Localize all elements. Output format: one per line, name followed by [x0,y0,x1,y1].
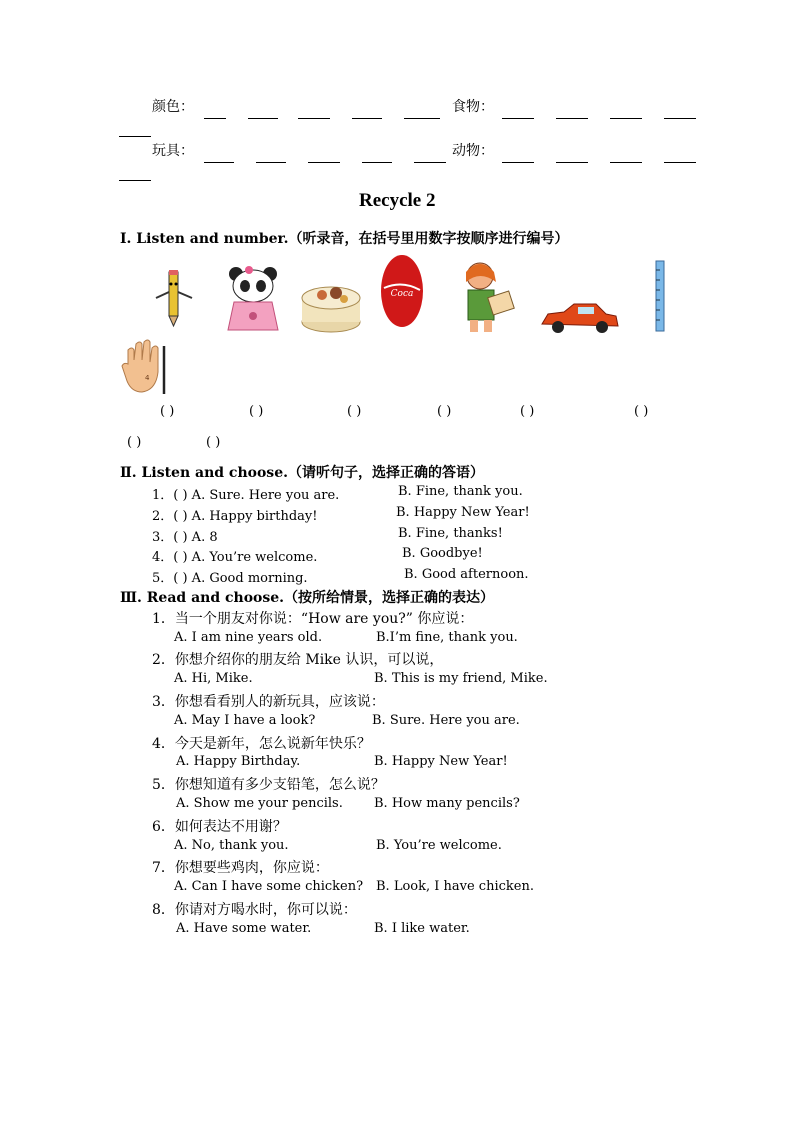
vocab-blanks-toy [204,148,446,167]
s3-q6: 6．如何表达不用谢？ [152,819,287,835]
pencil-icon [150,268,198,330]
s3-q1-b: B.I’m fine, thank you. [376,630,518,645]
svg-text:4: 4 [145,374,150,382]
s3-q1: 1．当一个朋友对你说：“How are you?” 你应说： [152,611,474,627]
s3-q7-a: A. Can I have some chicken? [174,879,364,894]
answer-paren-1[interactable]: ( ) [160,404,175,419]
s2-item-3-a: 3．( ) A. 8 [152,530,218,545]
s3-q2: 2．你想介绍你的朋友给 Mike 认识，可以说， [152,652,444,668]
vocab-label-color: 颜色： [152,99,194,115]
s2-item-5-b: B. Good afternoon. [404,567,529,582]
coca-cola-icon [380,254,424,328]
s3-q6-b: B. You’re welcome. [376,838,502,853]
s3-q1-a: A. I am nine years old. [174,630,323,645]
page-title: Recycle 2 [359,190,436,211]
answer-paren-8[interactable]: ( ) [206,435,221,450]
vocab-blank-wrap2 [119,166,151,185]
hand-icon [120,338,170,396]
s3-q4: 4．今天是新年，怎么说新年快乐？ [152,736,371,752]
section3-heading: Ⅲ. Read and choose.（按所给情景，选择正确的表达） [120,590,495,606]
answer-paren-3[interactable]: ( ) [347,404,362,419]
cake-icon [300,278,362,334]
section1-heading: Ⅰ. Listen and number.（听录音，在括号里用数字按顺序进行编号） [120,231,569,247]
s2-item-2-b: B. Happy New Year! [396,505,530,520]
ruler-icon [654,260,666,332]
s2-item-4-b: B. Goodbye! [402,546,483,561]
vocab-label-animal: 动物： [452,143,494,159]
vocab-label-food: 食物： [452,99,494,115]
s3-q3: 3．你想看看别人的新玩具，应该说： [152,694,385,710]
s3-q2-b: B. This is my friend, Mike. [374,671,548,686]
answer-paren-7[interactable]: ( ) [127,435,142,450]
s2-item-3-b: B. Fine, thanks! [398,526,503,541]
s3-q4-b: B. Happy New Year! [374,754,508,769]
s3-q5-a: A. Show me your pencils. [176,796,343,811]
s3-q5: 5．你想知道有多少支铅笔，怎么说？ [152,777,385,793]
s2-item-1-b: B. Fine, thank you. [398,484,523,499]
answer-paren-4[interactable]: ( ) [437,404,452,419]
vocab-blanks-animal [502,148,696,167]
car-icon [538,300,620,336]
s3-q3-a: A. May I have a look? [174,713,316,728]
s3-q2-a: A. Hi, Mike. [174,671,253,686]
s3-q3-b: B. Sure. Here you are. [372,713,520,728]
vocab-blank-wrap1 [119,122,151,141]
answer-paren-6[interactable]: ( ) [634,404,649,419]
svg-text:Coca: Coca [390,289,414,299]
s3-q7-b: B. Look, I have chicken. [376,879,534,894]
vocab-blanks-color [204,104,440,123]
s2-item-4-a: 4．( ) A. You’re welcome. [152,550,318,565]
answer-paren-5[interactable]: ( ) [520,404,535,419]
vocab-blanks-food [502,104,696,123]
s3-q7: 7．你想要些鸡肉，你应说： [152,860,329,876]
s2-item-2-a: 2．( ) A. Happy birthday! [152,509,318,524]
girl-icon [456,260,518,334]
s3-q5-b: B. How many pencils? [374,796,520,811]
answer-paren-2[interactable]: ( ) [249,404,264,419]
s3-q8-b: B. I like water. [374,921,470,936]
section2-heading: Ⅱ. Listen and choose.（请听句子，选择正确的答语） [120,465,484,481]
s2-item-5-a: 5．( ) A. Good morning. [152,571,308,586]
s3-q4-a: A. Happy Birthday. [176,754,301,769]
s3-q8-a: A. Have some water. [176,921,312,936]
s2-item-1-a: 1．( ) A. Sure. Here you are. [152,488,340,503]
vocab-label-toy: 玩具： [152,143,194,159]
s3-q6-a: A. No, thank you. [174,838,289,853]
s3-q8: 8．你请对方喝水时，你可以说： [152,902,357,918]
panda-icon [222,264,284,334]
